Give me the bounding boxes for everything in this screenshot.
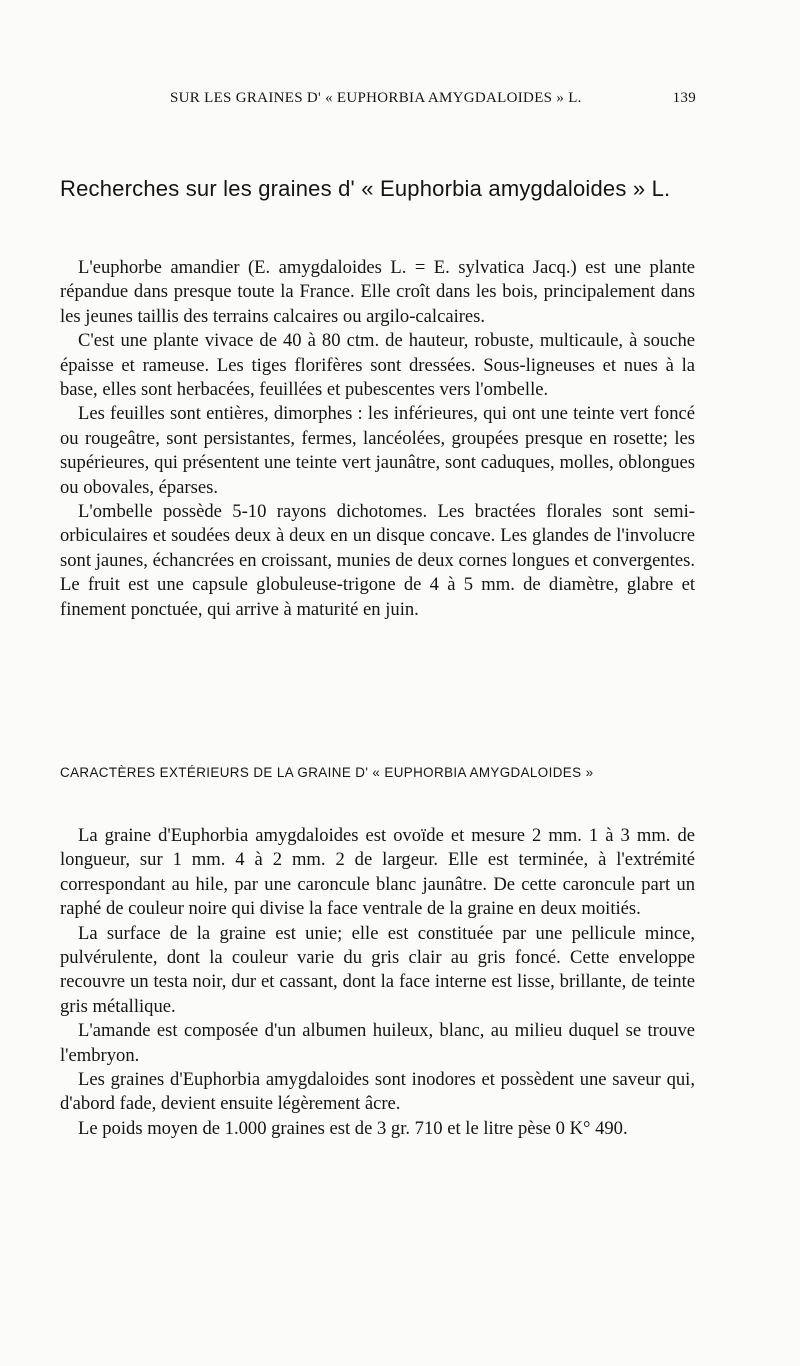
page-number: 139 <box>672 90 696 106</box>
paragraph: La surface de la graine est unie; elle est constituée par une pellicule mince, pulvérulente, dont la couleur varie du gris clair au gris foncé. Cette enveloppe recouvre un testa noir, dur et cassant, dont la face interne est lisse, brillante, de teinte gris métallique. <box>60 922 695 1017</box>
paragraph: C'est une plante vivace de 40 à 80 ctm. de hauteur, robuste, multicaule, à souche épaisse et rameuse. Les tiges florifères sont dressées. Sous-ligneuses et nues à la base, elles sont herbacées, feuillées et pubescentes vers l'ombelle. <box>60 330 695 401</box>
article-title: Recherches sur les graines d' « Euphorbia amygdaloides » L. <box>60 176 671 201</box>
paragraph: La graine d'Euphorbia amygdaloides est ovoïde et mesure 2 mm. 1 à 3 mm. de longueur, sur 1 mm. 4 à 2 mm. 2 de largeur. Elle est terminée, à l'extrémité correspondant au hile, par une caroncule blanc jaunâtre. De cette caroncule part un raphé de couleur noire qui divise la face ventrale de la graine en deux moitiés. <box>60 825 695 920</box>
running-title: SUR LES GRAINES D' « EUPHORBIA AMYGDALOIDES » L. <box>170 90 582 106</box>
paragraph: Le poids moyen de 1.000 graines est de 3 gr. 710 et le litre pèse 0 K° 490. <box>78 1117 628 1139</box>
intro-text <box>60 256 695 622</box>
paragraph: Les graines d'Euphorbia amygdaloides sont inodores et possèdent une saveur qui, d'abord fade, devient ensuite légèrement âcre. <box>60 1069 695 1115</box>
paragraph: L'euphorbe amandier (E. amygdaloides L. = E. sylvatica Jacq.) est une plante répandue dans presque toute la France. Elle croît dans les bois, principalement dans les jeunes taillis des terrains calcaires ou argilo-calcaires. <box>60 257 695 327</box>
section-text <box>60 824 695 1141</box>
section-heading: CARACTÈRES EXTÉRIEURS DE LA GRAINE D' « EUPHORBIA AMYGDALOIDES » <box>60 765 594 780</box>
paragraph: Les feuilles sont entières, dimorphes : les inférieures, qui ont une teinte vert foncé ou rougeâtre, sont persistantes, fermes, lancéolées, groupées presque en rosette; les supérieures, qui présentent une teinte vert jaunâtre, sont caduques, molles, oblongues ou obovales, éparses. <box>60 403 695 498</box>
paragraph: L'ombelle possède 5-10 rayons dichotomes. Les bractées florales sont semi-orbiculaires et soudées deux à deux en un disque concave. Les glandes de l'involucre sont jaunes, échancrées en croissant, munies de deux cornes longues et convergentes. Le fruit est une capsule globuleuse-trigone de 4 à 5 mm. de diamètre, glabre et finement ponctuée, qui arrive à maturité en juin. <box>60 501 695 620</box>
paragraph: L'amande est composée d'un albumen huileux, blanc, au milieu duquel se trouve l'embryon. <box>60 1020 695 1066</box>
